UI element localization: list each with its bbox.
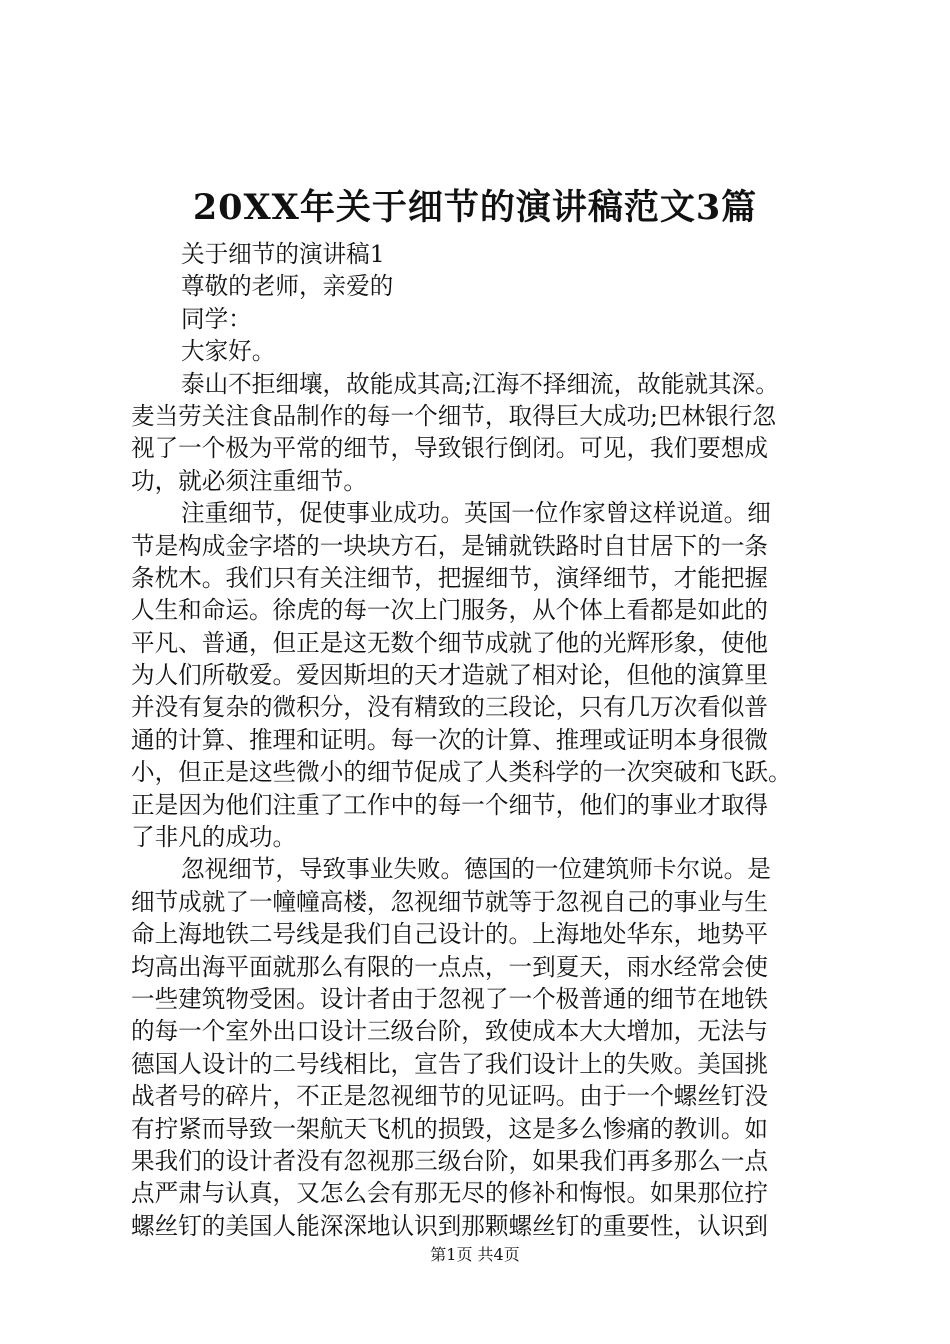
document-body xyxy=(131,238,831,1242)
body-line: 节是构成金字塔的一块块方石，是铺就铁路时自甘居下的一条 xyxy=(131,531,769,560)
body-line: 了非凡的成功。 xyxy=(131,823,297,852)
body-line: 正是因为他们注重了工作中的每一个细节，他们的事业才取得 xyxy=(131,790,769,819)
body-line: 的每一个室外出口设计三级台阶，致使成本大大增加，无法与 xyxy=(131,1017,769,1046)
body-line: 大家好。 xyxy=(181,337,276,366)
body-line: 注重细节，促使事业成功。英国一位作家曾这样说道。细 xyxy=(181,499,771,528)
body-line: 同学： xyxy=(181,304,252,333)
body-line: 命上海地铁二号线是我们自己设计的。上海地处华东，地势平 xyxy=(131,920,769,949)
body-line: 忽视细节，导致事业失败。德国的一位建筑师卡尔说。是 xyxy=(181,855,771,884)
body-line: 德国人设计的二号线相比，宣告了我们设计上的失败。美国挑 xyxy=(131,1049,769,1078)
body-line: 尊敬的老师，亲爱的 xyxy=(181,272,394,301)
body-line: 有拧紧而导致一架航天飞机的损毁，这是多么惨痛的教训。如 xyxy=(131,1114,769,1143)
body-line: 均高出海平面就那么有限的一点点，一到夏天，雨水经常会使 xyxy=(131,952,769,981)
page-footer: 第1页 共4页 xyxy=(430,1245,520,1264)
body-line: 为人们所敬爱。爱因斯坦的天才造就了相对论，但他的演算里 xyxy=(131,661,769,690)
body-line: 功，就必须注重细节。 xyxy=(131,466,367,495)
body-line: 并没有复杂的微积分，没有精致的三段论，只有几万次看似普 xyxy=(131,693,769,722)
body-line: 通的计算、推理和证明。每一次的计算、推理或证明本身很微 xyxy=(131,725,769,754)
document-title: 20XX年关于细节的演讲稿范文3篇 xyxy=(192,187,758,228)
body-line: 泰山不拒细壤，故能成其高;江海不择细流，故能就其深。 xyxy=(181,369,779,398)
body-line: 点严肃与认真，又怎么会有那无尽的修补和悔恨。如果那位拧 xyxy=(131,1179,769,1208)
body-line: 视了一个极为平常的细节，导致银行倒闭。可见，我们要想成 xyxy=(131,434,769,463)
body-line: 平凡、普通，但正是这无数个细节成就了他的光辉形象，使他 xyxy=(131,628,769,657)
body-line: 一些建筑物受困。设计者由于忽视了一个极普通的细节在地铁 xyxy=(131,984,769,1013)
body-line: 麦当劳关注食品制作的每一个细节，取得巨大成功;巴林银行忽 xyxy=(131,401,776,430)
body-line: 小，但正是这些微小的细节促成了人类科学的一次突破和飞跃。 xyxy=(131,758,792,787)
body-line: 细节成就了一幢幢高楼，忽视细节就等于忽视自己的事业与生 xyxy=(131,887,769,916)
body-line: 条枕木。我们只有关注细节，把握细节，演绎细节，才能把握 xyxy=(131,563,769,592)
body-line: 人生和命运。徐虎的每一次上门服务，从个体上看都是如此的 xyxy=(131,596,769,625)
body-line: 果我们的设计者没有忽视那三级台阶，如果我们再多那么一点 xyxy=(131,1146,769,1175)
body-line: 螺丝钉的美国人能深深地认识到那颗螺丝钉的重要性，认识到 xyxy=(131,1211,769,1240)
body-line: 关于细节的演讲稿1 xyxy=(181,240,385,268)
body-line: 战者号的碎片，不正是忽视细节的见证吗。由于一个螺丝钉没 xyxy=(131,1082,769,1111)
